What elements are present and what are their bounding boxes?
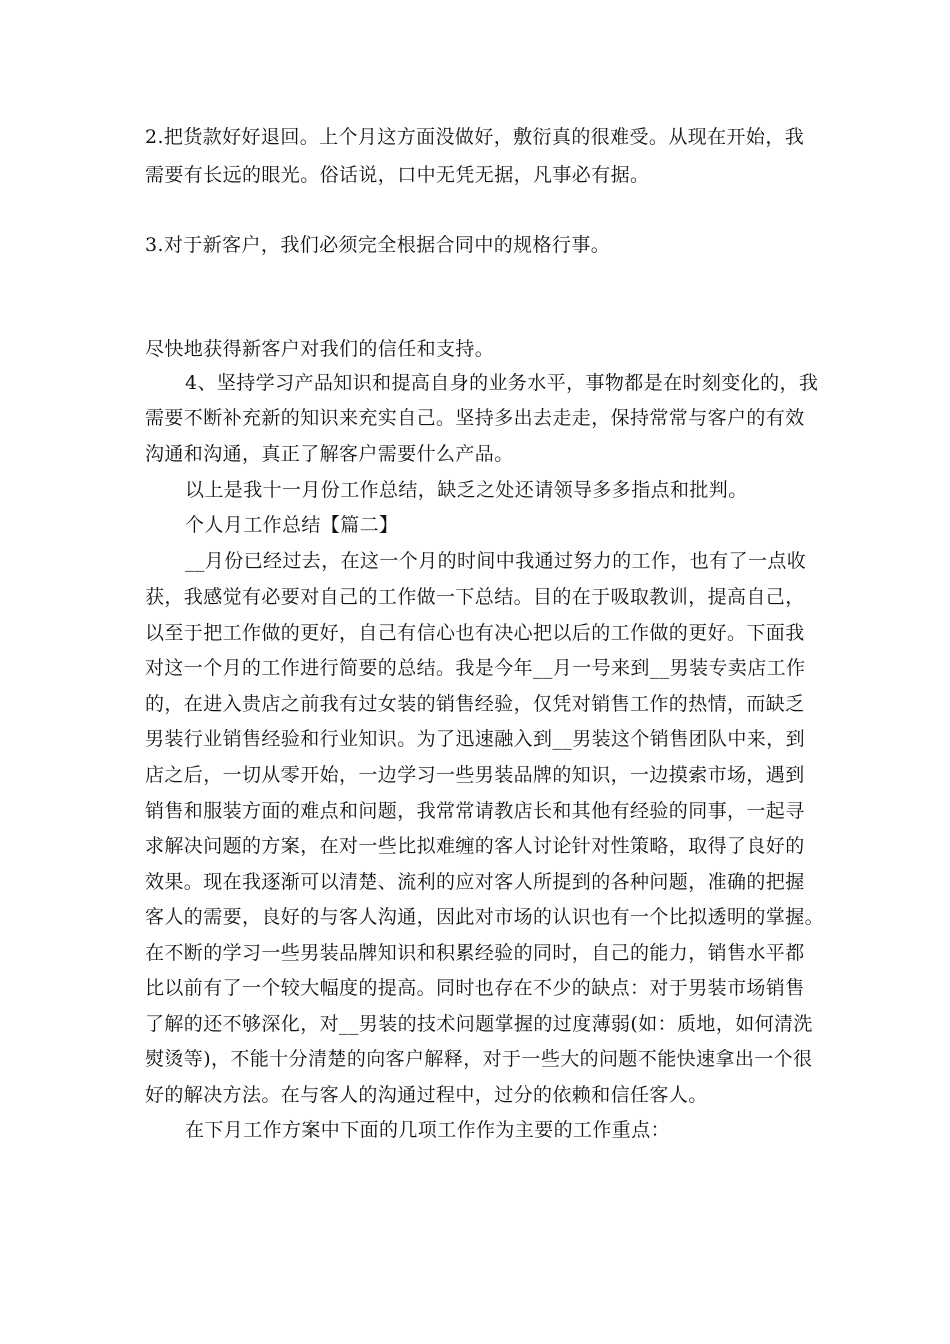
body-line-2: 获，我感觉有必要对自己的工作做一下总结。目的在于吸取教训，提高自己， (145, 586, 805, 608)
next-month-plan-line: 在下月工作方案中下面的几项工作作为主要的工作重点： (185, 1119, 671, 1141)
body-line-4: 对这一个月的工作进行简要的总结。我是今年__月一号来到__男装专卖店工作 (145, 657, 806, 679)
paragraph-3-line-1: 3.对于新客户，我们必须完全根据合同中的规格行事。 (145, 234, 611, 256)
body-line-3: 以至于把工作做的更好，自己有信心也有决心把以后的工作做的更好。下面我 (145, 622, 805, 644)
paragraph-2-line-2: 需要有长远的眼光。俗话说，口中无凭无据，凡事必有据。 (145, 164, 650, 186)
body-line-9: 求解决问题的方案，在对一些比拟难缠的客人讨论针对性策略，取得了良好的 (145, 835, 805, 857)
body-line-12: 在不断的学习一些男装品牌知识和积累经验的同时，自己的能力，销售水平都 (145, 942, 805, 964)
body-line-1: __月份已经过去，在这一个月的时间中我通过努力的工作，也有了一点收 (185, 550, 807, 572)
section-heading: 个人月工作总结【篇二】 (185, 514, 399, 536)
body-line-6: 男装行业销售经验和行业知识。为了迅速融入到__男装这个销售团队中来，到 (145, 728, 806, 750)
paragraph-4-line-2: 需要不断补充新的知识来充实自己。坚持多出去走走，保持常常与客户的有效 (145, 407, 805, 429)
body-line-5: 的，在进入贵店之前我有过女装的销售经验，仅凭对销售工作的热情，而缺乏 (145, 693, 805, 715)
paragraph-2-line-1: 2.把货款好好退回。上个月这方面没做好，敷衍真的很难受。从现在开始，我 (145, 126, 805, 148)
body-line-16: 好的解决方法。在与客人的沟通过程中，过分的依赖和信任客人。 (145, 1084, 708, 1106)
body-line-11: 客人的需要，良好的与客人沟通，因此对市场的认识也有一个比拟透明的掌握。 (145, 906, 825, 928)
body-line-10: 效果。现在我逐渐可以清楚、流利的应对客人所提到的各种问题，准确的把握 (145, 871, 805, 893)
body-line-15: 熨烫等)，不能十分清楚的向客户解释，对于一些大的问题不能快速拿出一个很 (145, 1048, 813, 1070)
body-line-8: 销售和服装方面的难点和问题，我常常请教店长和其他有经验的同事，一起寻 (145, 800, 805, 822)
body-line-7: 店之后，一切从零开始，一边学习一些男装品牌的知识，一边摸索市场，遇到 (145, 764, 805, 786)
continuation-line: 尽快地获得新客户对我们的信任和支持。 (145, 338, 495, 360)
paragraph-4-line-1: 4、坚持学习产品知识和提高自身的业务水平，事物都是在时刻变化的，我 (185, 372, 819, 394)
summary-line: 以上是我十一月份工作总结，缺乏之处还请领导多多指点和批判。 (185, 479, 748, 501)
body-line-13: 比以前有了一个较大幅度的提高。同时也存在不少的缺点：对于男装市场销售 (145, 977, 805, 999)
paragraph-4-line-3: 沟通和沟通，真正了解客户需要什么产品。 (145, 443, 514, 465)
body-line-14: 了解的还不够深化，对__男装的技术问题掌握的过度薄弱(如：质地，如何清洗 (145, 1013, 813, 1035)
